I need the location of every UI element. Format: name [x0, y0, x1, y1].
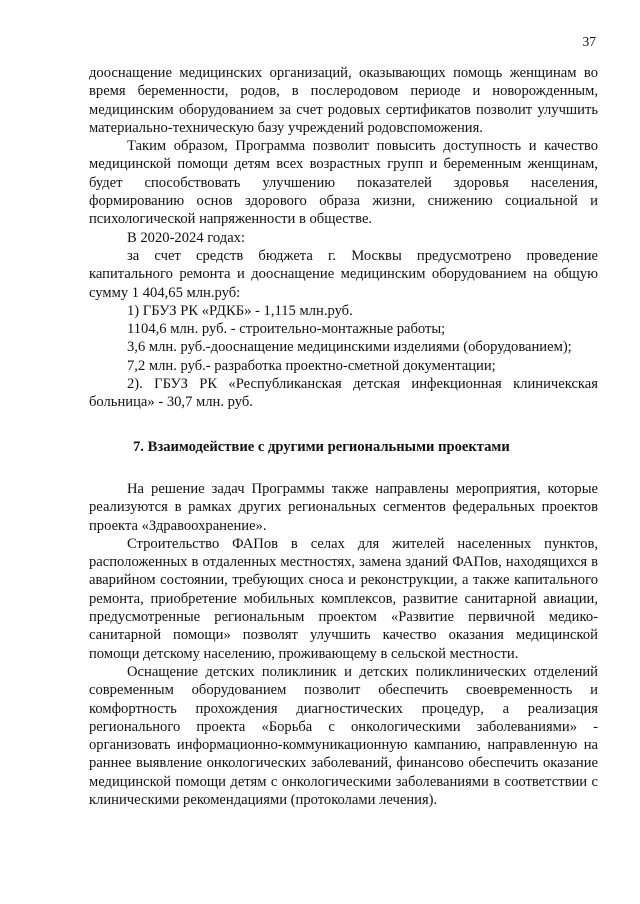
- paragraph-top-3: В 2020-2024 годах:: [127, 229, 246, 246]
- paragraph-bottom-2: Строительство ФАПов в селах для жителей населенных пунктов, расположенных в отдаленных местностях, замена зданий ФАПов, находящихся в аварийном состоянии, требующих сноса и реконструкции, а также капитального ремонта, приобретение мобильных комплексов, развитие санитарной авиации, предусмотренные региональным проектом «Развитие первичной медико-санитарной помощи» позволят улучшить качество оказания медицинской помощи детскому населению, проживающему в сельской местности.: [89, 535, 598, 662]
- paragraph-top-4: за счет средств бюджета г. Москвы предусмотрено проведение капитального ремонта и дооснащение медицинским оборудованием на общую сумму 1 404,65 млн.руб:: [89, 247, 598, 301]
- list-item-3: 3,6 млн. руб.-дооснащение медицинскими изделиями (оборудованием);: [127, 339, 572, 356]
- paragraph-bottom-1: На решение задач Программы также направлены мероприятия, которые реализуются в рамках других региональных сегментов федеральных проектов проекта «Здравоохранение».: [89, 480, 598, 534]
- list-item-2: 1104,6 млн. руб. - строительно-монтажные работы;: [127, 321, 446, 338]
- page-number: 37: [582, 34, 596, 49]
- list-item-1: 1) ГБУЗ РК «РДКБ» - 1,115 млн.руб.: [127, 302, 353, 319]
- paragraph-bottom-3: Оснащение детских поликлиник и детских поликлинических отделений современным оборудованием позволит обеспечить своевременность и комфортность прохождения диагностических процедур, а реализация регионального проекта «Борьба с онкологическими заболеваниями» - организовать информационно-коммуникационную кампанию, направленную на раннее выявление онкологических заболеваний, финансово обеспечить оказание медицинской помощи детям с онкологическими заболеваниями в соответствии с клиническими рекомендациями (протоколами лечения).: [89, 663, 598, 808]
- paragraph-top-1: дооснащение медицинских организаций, оказывающих помощь женщинам во время беременности, родов, в послеродовом периоде и новорожденным, медицинским оборудованием за счет родовых сертификатов позволит улучшить материально-техническую базу учреждений родовспоможения.: [89, 65, 598, 136]
- document-body: [89, 64, 598, 809]
- section-heading: 7. Взаимодействие с другими региональными проектами: [133, 438, 510, 455]
- list-item-5: 2). ГБУЗ РК «Республиканская детская инфекционная клиничекская больница» - 30,7 млн. руб.: [89, 376, 598, 411]
- paragraph-top-2: Таким образом, Программа позволит повысить доступность и качество медицинской помощи детям всех возрастных групп и беременным женщинам, будет способствовать улучшению показателей здоровья населения, формированию основ здорового образа жизни, снижению социальной и психологической напряженности в обществе.: [89, 138, 598, 228]
- list-item-4: 7,2 млн. руб.- разработка проектно-сметной документации;: [127, 357, 496, 374]
